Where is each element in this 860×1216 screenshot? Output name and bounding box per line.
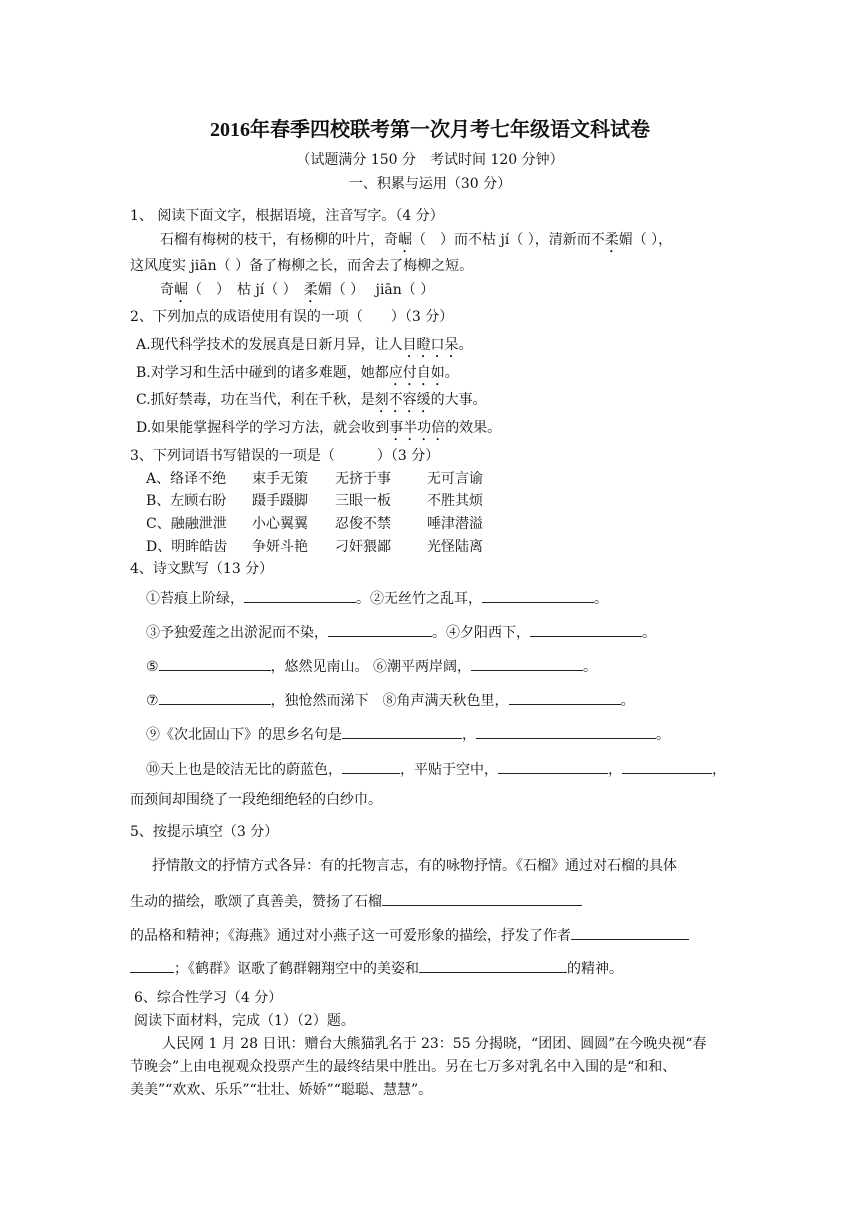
poem-text: ， xyxy=(712,762,726,778)
poem-text: ⑩天上也是皎洁无比的蔚蓝色， xyxy=(146,762,342,778)
prompt-text: 生动的描绘，歌颂了真善美，赞扬了石榴 xyxy=(130,894,382,910)
answer-text: 媚（ ） jiān（ ） xyxy=(317,282,435,298)
recitation-line xyxy=(146,690,635,710)
answer-blank[interactable] xyxy=(571,925,689,940)
word-cell: 唾津潜溢 xyxy=(427,516,483,532)
recitation-line xyxy=(146,588,608,608)
section-heading: 一、积累与运用（30 分） xyxy=(348,176,512,192)
material-paragraph-line: 人民网 1 月 28 日讯：赠台大熊猫乳名于 23：55 分揭晓，“团团、圆圆”在今晚央视“春 xyxy=(162,1036,707,1052)
answer-blank[interactable] xyxy=(328,622,432,637)
answer-blank[interactable] xyxy=(342,724,462,739)
answer-blank[interactable] xyxy=(622,759,712,774)
option-text: A.现代科学技术的发展真是日新月异，让人 xyxy=(136,337,403,353)
answer-blank[interactable] xyxy=(159,656,271,671)
recitation-line: 而颈间却围绕了一段绝细绝轻的白纱巾。 xyxy=(130,792,382,808)
option-text: B.对学习和生活中碰到的诸多难题，她都 xyxy=(136,365,389,381)
word-cell: 争妍斗艳 xyxy=(252,539,308,555)
dotted-idiom: 应付自如 xyxy=(388,365,445,381)
question-3-row xyxy=(146,470,483,488)
word-cell: 三眼一板 xyxy=(335,493,391,509)
poem-text: 。②无丝竹之乱耳， xyxy=(356,591,482,607)
word-cell: 蹑手蹑脚 xyxy=(252,493,308,509)
question-3-row xyxy=(146,492,483,510)
answer-blank[interactable] xyxy=(476,724,656,739)
recitation-line xyxy=(146,759,726,779)
answer-blank[interactable] xyxy=(530,622,642,637)
question-3-row xyxy=(146,538,483,556)
dotted-char: 柔 xyxy=(303,282,318,298)
answer-blank[interactable] xyxy=(498,759,608,774)
poem-text: ， xyxy=(462,727,476,743)
dotted-idiom: 目瞪口呆 xyxy=(402,337,459,353)
passage-text: 石榴有梅树的枝干，有杨柳的叶片，奇 xyxy=(160,232,398,248)
prompt-text: 的精神。 xyxy=(567,961,623,977)
answer-blank[interactable] xyxy=(159,690,271,705)
dotted-char: 崛 xyxy=(174,282,188,298)
word-cell: 忍俊不禁 xyxy=(335,516,391,532)
question-1-passage-line: 这风度实 jiān（ ）备了梅柳之长，而舍去了梅柳之短。 xyxy=(130,258,474,274)
dotted-char: 崛 xyxy=(398,232,412,248)
option-text: 的大事。 xyxy=(430,392,487,408)
passage-text: （ ）而不枯 jí（ ），清新而不 xyxy=(412,232,605,248)
question-5-heading: 5、按提示填空（3 分） xyxy=(130,824,279,840)
answer-blank[interactable] xyxy=(382,891,582,906)
prompt-text: ；《鹤群》讴歌了鹤群翱翔空中的美姿和 xyxy=(174,961,419,977)
question-6-instruction: 阅读下面材料，完成（1）（2）题。 xyxy=(134,1013,355,1029)
answer-blank[interactable] xyxy=(419,958,567,973)
answer-text: （ ） 枯 jí（ ） xyxy=(188,282,304,298)
question-1-passage-line xyxy=(160,231,672,256)
word-cell: B、左顾右盼 xyxy=(146,493,227,509)
poem-text: 。 xyxy=(583,659,598,675)
poem-text: 。 xyxy=(594,591,608,607)
question-5-line: 抒情散文的抒情方式各异：有的托物言志，有的咏物抒情。《石榴》通过对石榴的具体 xyxy=(152,858,677,874)
poem-text: 。 xyxy=(656,727,670,743)
question-1-answer-line xyxy=(160,281,434,306)
page-title: 2016年春季四校联考第一次月考七年级语文科试卷 xyxy=(210,119,650,141)
option-text: 。 xyxy=(458,337,473,353)
answer-blank[interactable] xyxy=(509,690,621,705)
poem-text: ⑦ xyxy=(146,693,159,709)
word-cell: 不胜其烦 xyxy=(427,493,483,509)
question-3-row xyxy=(146,515,483,533)
question-5-line xyxy=(130,891,582,911)
question-6-heading: 6、综合性学习（4 分） xyxy=(134,990,283,1006)
dotted-idiom: 事半功倍 xyxy=(389,420,446,436)
poem-text: ⑤ xyxy=(146,659,159,675)
word-cell: 无可言谕 xyxy=(427,471,483,487)
answer-text: 奇 xyxy=(160,282,174,298)
answer-blank[interactable] xyxy=(482,588,594,603)
poem-text: 。④夕阳西下， xyxy=(432,625,530,641)
word-cell: 小心翼翼 xyxy=(252,516,308,532)
poem-text: ③予独爱莲之出淤泥而不染， xyxy=(146,625,328,641)
poem-text: ，悠然见南山。 ⑥潮平两岸阔， xyxy=(270,659,472,675)
material-paragraph-line: 美美”“欢欢、乐乐”“壮壮、娇娇”“聪聪、慧慧”。 xyxy=(130,1082,433,1098)
word-cell: D、明眸皓齿 xyxy=(146,539,228,555)
prompt-text: 的品格和精神；《海燕》通过对小燕子这一可爱形象的描绘，抒发了作者 xyxy=(130,928,571,944)
question-4-heading: 4、诗文默写（13 分） xyxy=(130,561,274,577)
dotted-char: 柔 xyxy=(604,232,619,248)
question-2-option-c xyxy=(136,391,487,416)
question-5-line xyxy=(130,925,689,945)
poem-text: ，独怆然而涕下 ⑧角声满天秋色里， xyxy=(270,693,509,709)
word-cell: 束手无策 xyxy=(252,471,308,487)
word-cell: 刁奸猥鄙 xyxy=(335,539,391,555)
word-cell: 光怪陆离 xyxy=(427,539,483,555)
recitation-line xyxy=(146,724,670,744)
exam-info: （试题满分 150 分 考试时间 120 分钟） xyxy=(296,152,564,168)
answer-blank[interactable] xyxy=(471,656,583,671)
word-cell: 无挤于事 xyxy=(335,471,391,487)
question-2-option-a xyxy=(136,336,473,361)
recitation-line xyxy=(146,656,597,676)
recitation-line xyxy=(146,622,656,642)
question-5-line xyxy=(130,958,623,978)
answer-blank[interactable] xyxy=(244,588,356,603)
question-1-heading: 1、 阅读下面文字，根据语境，注音写字。（4 分） xyxy=(130,208,444,224)
poem-text: ， xyxy=(608,762,622,778)
answer-blank[interactable] xyxy=(130,958,174,973)
answer-blank[interactable] xyxy=(342,759,400,774)
option-text: C.抓好禁毒，功在当代，利在千秋，是 xyxy=(136,392,375,408)
poem-text: 。 xyxy=(642,625,656,641)
question-2-heading: 2、下列加点的成语使用有误的一项（ ）（3 分） xyxy=(130,309,454,325)
word-cell: A、络译不绝 xyxy=(146,471,227,487)
passage-text: 媚（ ）， xyxy=(618,232,673,248)
option-text: D.如果能掌握科学的学习方法，就会收到 xyxy=(136,420,390,436)
question-2-option-b xyxy=(136,364,459,389)
question-3-heading: 3、下列词语书写错误的一项是（ ）（3 分） xyxy=(130,448,440,464)
poem-text: ①苔痕上阶绿， xyxy=(146,591,244,607)
poem-text: ，平贴于空中， xyxy=(400,762,498,778)
question-2-option-d xyxy=(136,419,501,444)
poem-text: 。 xyxy=(620,693,635,709)
option-text: 的效果。 xyxy=(445,420,502,436)
option-text: 。 xyxy=(444,365,459,381)
word-cell: C、融融泄泄 xyxy=(146,516,227,532)
poem-text: ⑨《次北固山下》的思乡名句是 xyxy=(146,727,342,743)
dotted-idiom: 刻不容缓 xyxy=(374,392,431,408)
material-paragraph-line: 节晚会”上由电视观众投票产生的最终结果中胜出。另在七万多对乳名中入围的是“和和、 xyxy=(130,1059,677,1075)
